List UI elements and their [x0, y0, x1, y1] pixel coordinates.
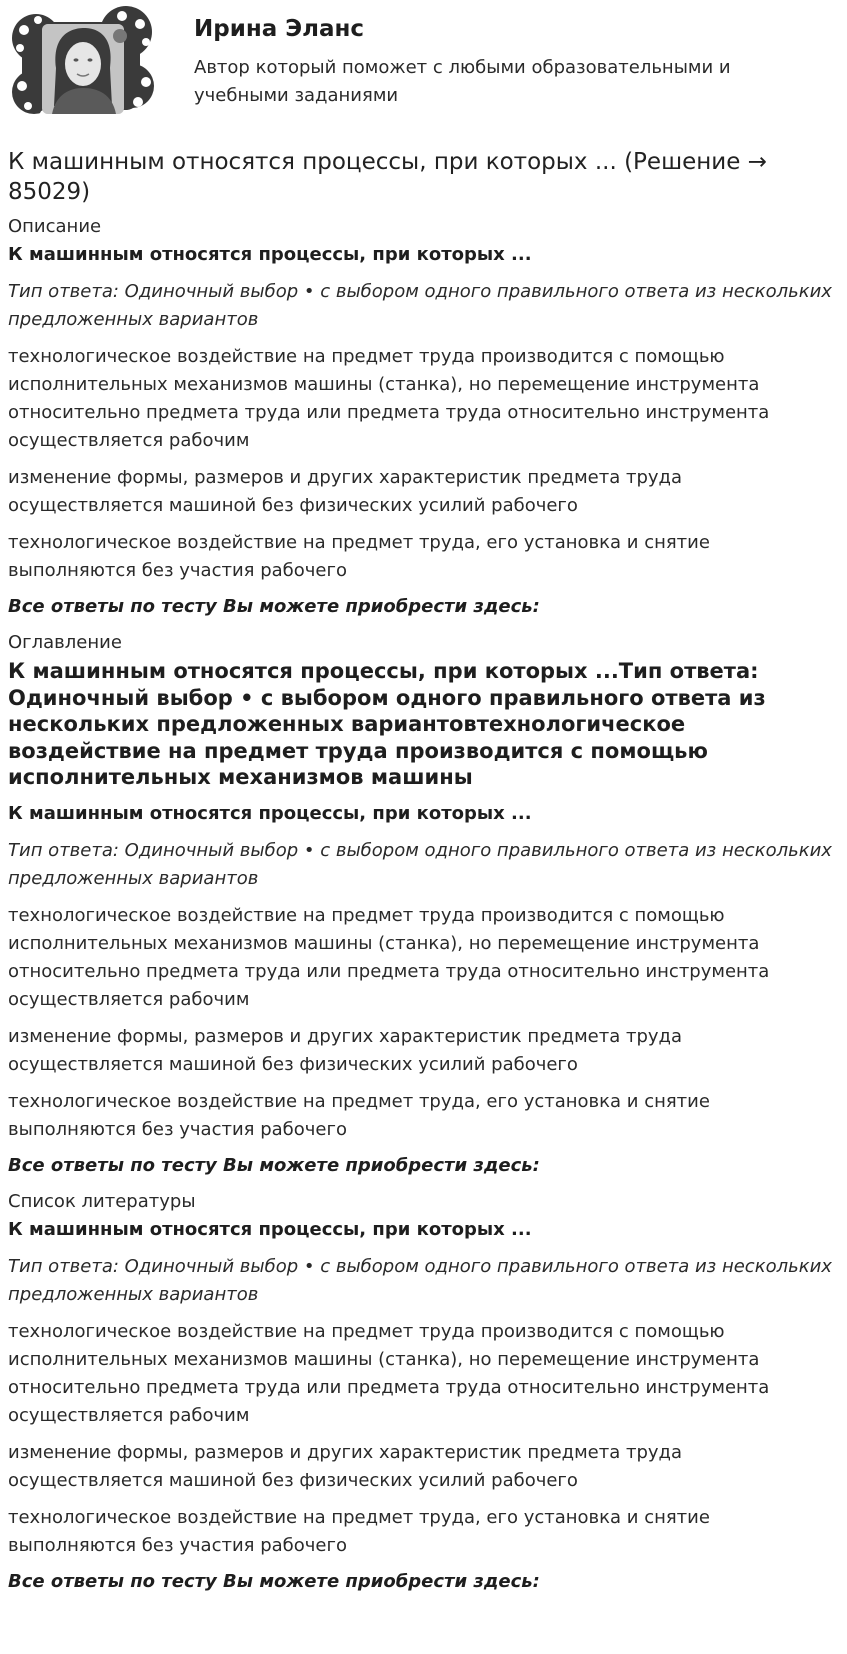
- author-description: Автор который поможет с любыми образовательными и учебными заданиями: [194, 57, 731, 106]
- all-answers-link[interactable]: Все ответы по тесту Вы можете приобрести здесь:: [8, 1154, 540, 1176]
- literature-section: [8, 1189, 833, 1594]
- description-section: [8, 214, 833, 619]
- answer-option: изменение формы, размеров и других характеристик предмета труда осуществляется машиной без физических усилий рабочего: [8, 467, 683, 516]
- toc-heading: К машинным относятся процессы, при которых ...Тип ответа: Одиночный выбор • с выбором одного правильного ответа из нескольких предложенных вариантовтехнологическое воздействие на предмет труда производится с помощью исполнительных механизмов машины: [8, 659, 766, 789]
- answer-option: технологическое воздействие на предмет труда производится с помощью исполнительных механизмов машины (станка), но перемещение инструмента относительно предмета труда или предмета труда относительно инструмента осуществляется рабочим: [8, 904, 770, 1010]
- question-title: К машинным относятся процессы, при которых ...: [8, 802, 532, 824]
- answer-type: Тип ответа: Одиночный выбор • с выбором одного правильного ответа из нескольких предложенных вариантов: [8, 281, 832, 330]
- avatar: [8, 6, 158, 126]
- answer-option: технологическое воздействие на предмет труда, его установка и снятие выполняются без участия рабочего: [8, 1506, 710, 1556]
- question-title: К машинным относятся процессы, при которых ...: [8, 244, 532, 265]
- section-label-description: Описание: [8, 216, 102, 237]
- page-title: К машинным относятся процессы, при которых ... (Решение → 85029): [8, 149, 767, 205]
- all-answers-link[interactable]: Все ответы по тесту Вы можете приобрести здесь:: [8, 1570, 540, 1592]
- answer-option: технологическое воздействие на предмет труда, его установка и снятие выполняются без участия рабочего: [8, 1090, 710, 1140]
- author-photo-frame-icon: [8, 6, 158, 126]
- answer-option: изменение формы, размеров и других характеристик предмета труда осуществляется машиной без физических усилий рабочего: [8, 1441, 683, 1491]
- section-label-literature: Список литературы: [8, 1190, 196, 1212]
- answer-option: изменение формы, размеров и других характеристик предмета труда осуществляется машиной без физических усилий рабочего: [8, 1025, 683, 1075]
- author-card: [8, 6, 838, 131]
- question-title: К машинным относятся процессы, при которых ...: [8, 1218, 532, 1240]
- author-name: Ирина Эланс: [194, 16, 365, 42]
- answer-type: Тип ответа: Одиночный выбор • с выбором одного правильного ответа из нескольких предложенных вариантов: [8, 1255, 832, 1305]
- answer-option: технологическое воздействие на предмет труда, его установка и снятие выполняются без участия рабочего: [8, 532, 710, 581]
- answer-option: технологическое воздействие на предмет труда производится с помощью исполнительных механизмов машины (станка), но перемещение инструмента относительно предмета труда или предмета труда относительно инструмента осуществляется рабочим: [8, 1320, 770, 1426]
- main-content: [8, 147, 833, 1605]
- section-label-toc: Оглавление: [8, 632, 122, 653]
- toc-section: [8, 630, 833, 1178]
- answer-option: технологическое воздействие на предмет труда производится с помощью исполнительных механизмов машины (станка), но перемещение инструмента относительно предмета труда или предмета труда относительно инструмента осуществляется рабочим: [8, 346, 770, 451]
- all-answers-link[interactable]: Все ответы по тесту Вы можете приобрести здесь:: [8, 596, 540, 617]
- answer-type: Тип ответа: Одиночный выбор • с выбором одного правильного ответа из нескольких предложенных вариантов: [8, 839, 832, 889]
